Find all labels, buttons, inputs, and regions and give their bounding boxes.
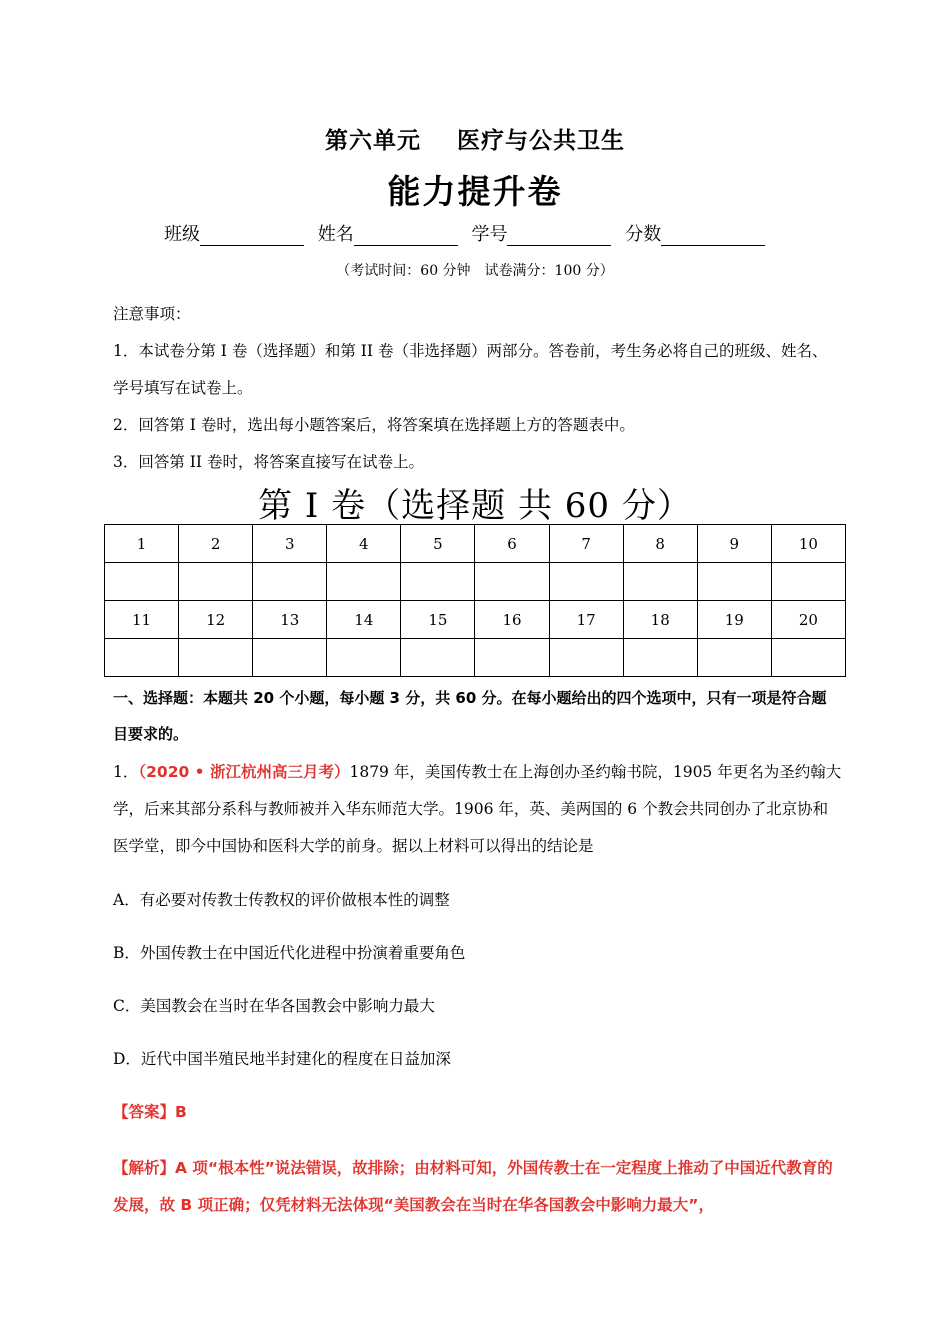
question-number-cell: 11 <box>105 601 179 639</box>
answer-cell[interactable] <box>549 563 623 601</box>
section-title: 第 I 卷（选择题 共 60 分） <box>258 486 692 526</box>
paper-title: 能力提升卷 <box>387 172 563 211</box>
question-number-cell: 7 <box>549 525 623 563</box>
answer-cell[interactable] <box>771 563 845 601</box>
student-id-label: 学号 <box>471 224 508 245</box>
question-number-cell: 10 <box>771 525 845 563</box>
question-number-cell: 3 <box>253 525 327 563</box>
answer-cell[interactable] <box>105 563 179 601</box>
answer-row <box>105 639 846 677</box>
student-id-field <box>471 220 611 246</box>
answer-cell[interactable] <box>697 639 771 677</box>
question-number-cell: 17 <box>549 601 623 639</box>
score-field <box>625 220 765 246</box>
note-item: 1．本试卷分第 I 卷（选择题）和第 II 卷（非选择题）两部分。答卷前，考生务必将自己的班级、姓名、学号填写在试卷上。 <box>113 342 828 397</box>
answer-cell[interactable] <box>401 639 475 677</box>
question-source: （2020 • 浙江杭州高三月考） <box>138 763 350 781</box>
question-number-cell: 19 <box>697 601 771 639</box>
answer-key: 【答案】B <box>113 1103 187 1121</box>
unit-label: 第六单元 <box>325 128 421 154</box>
answer-cell[interactable] <box>475 639 549 677</box>
question-number-cell: 9 <box>697 525 771 563</box>
unit-title <box>0 122 950 155</box>
option-c: C．美国教会在当时在华各国教会中影响力最大 <box>113 997 435 1015</box>
class-field <box>164 220 304 246</box>
answer-cell[interactable] <box>105 639 179 677</box>
question-number-cell: 4 <box>327 525 401 563</box>
question-number-cell: 2 <box>179 525 253 563</box>
question-number-row <box>105 525 846 563</box>
question-number-cell: 14 <box>327 601 401 639</box>
answer-cell[interactable] <box>623 563 697 601</box>
question-number-cell: 13 <box>253 601 327 639</box>
name-blank[interactable] <box>354 227 458 246</box>
question-number-cell: 16 <box>475 601 549 639</box>
question-stem: 1879 年，美国传教士在上海创办圣约翰书院，1905 年更名为圣约翰大学，后来其部分系科与教师被并入华东师范大学。1906 年，英、美两国的 6 个教会共同创办了北京协和医学堂，即今中国协和医科大学的前身。据以上材料可以得出的结论是 <box>113 763 842 855</box>
notes-heading: 注意事项： <box>113 305 191 323</box>
answer-cell[interactable] <box>327 639 401 677</box>
answer-grid <box>104 524 846 677</box>
answer-cell[interactable] <box>697 563 771 601</box>
answer-cell[interactable] <box>623 639 697 677</box>
question-number-cell: 12 <box>179 601 253 639</box>
question-number-cell: 20 <box>771 601 845 639</box>
student-id-blank[interactable] <box>507 227 611 246</box>
question-number-cell: 1 <box>105 525 179 563</box>
option-b: B．外国传教士在中国近代化进程中扮演着重要角色 <box>113 944 466 962</box>
answer-cell[interactable] <box>179 563 253 601</box>
answer-cell[interactable] <box>549 639 623 677</box>
exam-meta: （考试时间：60 分钟 试卷满分：100 分） <box>336 263 614 279</box>
answer-cell[interactable] <box>253 563 327 601</box>
question-number-cell: 5 <box>401 525 475 563</box>
name-label: 姓名 <box>317 224 354 245</box>
notes-section <box>113 296 841 481</box>
answer-cell[interactable] <box>475 563 549 601</box>
question-number-cell: 6 <box>475 525 549 563</box>
question-1 <box>113 754 843 865</box>
question-number-cell: 15 <box>401 601 475 639</box>
answer-cell[interactable] <box>327 563 401 601</box>
score-label: 分数 <box>625 224 662 245</box>
student-info-line <box>164 220 773 246</box>
question-number-row <box>105 601 846 639</box>
option-a: A．有必要对传教士传教权的评价做根本性的调整 <box>113 891 450 909</box>
class-blank[interactable] <box>200 227 304 246</box>
question-number-cell: 8 <box>623 525 697 563</box>
question-number-cell: 18 <box>623 601 697 639</box>
section-instructions: 一、选择题：本题共 20 个小题，每小题 3 分，共 60 分。在每小题给出的四个选项中，只有一项是符合题目要求的。 <box>113 689 827 743</box>
class-label: 班级 <box>164 224 200 245</box>
score-blank[interactable] <box>661 227 765 246</box>
answer-row <box>105 563 846 601</box>
answer-cell[interactable] <box>179 639 253 677</box>
unit-topic: 医疗与公共卫生 <box>457 128 625 154</box>
note-item: 2．回答第 I 卷时，选出每小题答案后，将答案填在选择题上方的答题表中。 <box>113 416 635 434</box>
answer-analysis: 【解析】A 项“根本性”说法错误，故排除；由材料可知，外国传教士在一定程度上推动了中国近代教育的发展，故 B 项正确；仅凭材料无法体现“美国教会在当时在华各国教会中影响力最大”， <box>113 1159 833 1214</box>
answer-cell[interactable] <box>253 639 327 677</box>
answer-cell[interactable] <box>401 563 475 601</box>
name-field <box>318 220 458 246</box>
option-d: D．近代中国半殖民地半封建化的程度在日益加深 <box>113 1050 451 1068</box>
note-item: 3．回答第 II 卷时，将答案直接写在试卷上。 <box>113 453 424 471</box>
answer-cell[interactable] <box>771 639 845 677</box>
question-number: 1． <box>113 763 139 781</box>
